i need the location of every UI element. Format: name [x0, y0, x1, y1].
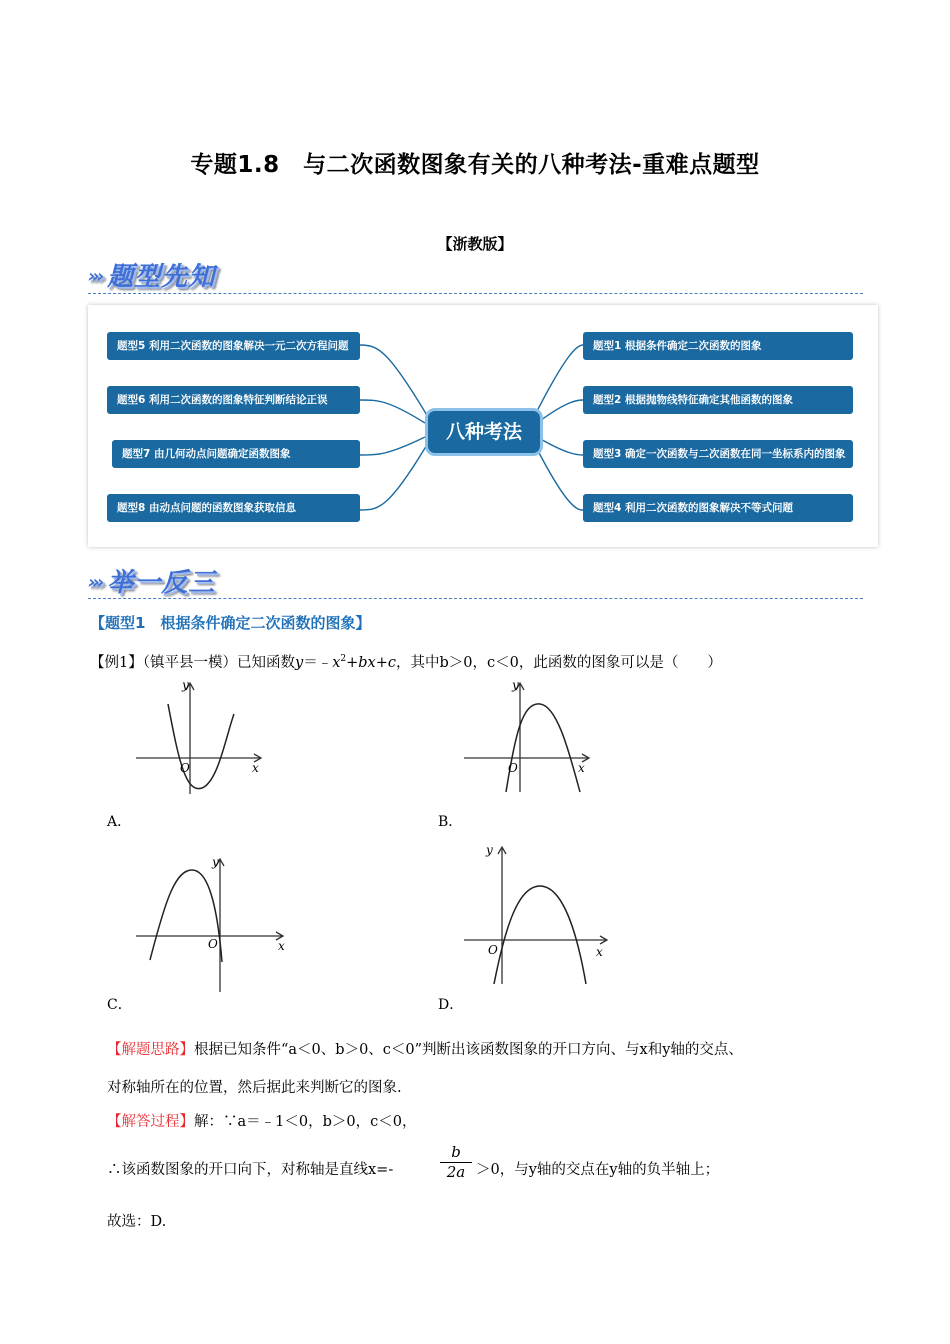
solution-line3	[107, 1158, 393, 1179]
mindmap-node-type8: 题型8 由动点问题的函数图象获取信息	[107, 494, 360, 522]
banner-practice	[88, 562, 215, 602]
idea-text-1: 根据已知条件“a＜0、b＞0、c＜0”判断出该函数图象的开口方向、与x和y轴的交点、	[194, 1042, 743, 1058]
y-axis-label: y	[512, 678, 519, 692]
solution-idea-line2: 对称轴所在的位置，然后据此来判断它的图象.	[107, 1080, 402, 1096]
mindmap-node-type1: 题型1 根据条件确定二次函数的图象	[583, 332, 853, 360]
mindmap-node-type7: 题型7 由几何动点问题确定函数图象	[112, 440, 360, 468]
option-d-label: D．	[438, 997, 464, 1013]
process-label: 【解答过程】	[107, 1114, 194, 1130]
divider	[88, 293, 863, 294]
banner-arrows-icon: ›››	[88, 572, 102, 593]
fraction-numerator: b	[451, 1143, 461, 1161]
formula-rest: +bx+c	[346, 655, 396, 671]
solution-answer: 故选：D.	[107, 1214, 167, 1230]
section-heading: 【题型1 根据条件确定二次函数的图象】	[90, 614, 371, 632]
idea-label: 【解题思路】	[107, 1042, 194, 1058]
origin-label: O	[208, 937, 218, 951]
option-b-label: B．	[438, 814, 463, 830]
mindmap-center: 八种考法	[425, 408, 543, 456]
x-axis-label: x	[278, 939, 285, 953]
solution-idea-line1	[107, 1038, 743, 1059]
x-axis-label: x	[252, 761, 259, 775]
origin-label: O	[488, 943, 498, 957]
fraction-denominator: 2a	[440, 1162, 472, 1181]
formula-x: x	[332, 655, 341, 671]
mindmap-node-type5: 题型5 利用二次函数的图象解决一元二次方程问题	[107, 332, 360, 360]
divider	[88, 598, 863, 599]
example-label: 【例1】	[90, 655, 143, 671]
line3-pre: ∴该函数图象的开口向下，对称轴是直线x=-	[107, 1162, 394, 1178]
process-text: 解：∵a＝﹣1＜0，b＞0，c＜0，	[194, 1114, 417, 1130]
banner-practice-text: 举一反三	[107, 568, 216, 598]
option-c-label: C．	[107, 997, 132, 1013]
mindmap-node-type2: 题型2 根据抛物线特征确定其他函数的图象	[583, 386, 853, 414]
graph-option-b	[460, 676, 600, 796]
formula-sup: 2	[340, 654, 347, 665]
mindmap-node-type6: 题型6 利用二次函数的图象特征判断结论正误	[107, 386, 360, 414]
x-axis-label: x	[578, 761, 585, 775]
mindmap-node-type4: 题型4 利用二次函数的图象解决不等式问题	[583, 494, 853, 522]
edition-label: 【浙教版】	[437, 235, 513, 253]
x-axis-label: x	[596, 945, 603, 959]
solution-line3-post: ＞0，与y轴的交点在y轴的负半轴上；	[476, 1162, 720, 1178]
mind-map	[88, 305, 878, 547]
formula-y: y	[294, 655, 304, 671]
banner-arrows-icon: ›››	[88, 266, 102, 287]
fraction-b-over-2a	[440, 1143, 472, 1181]
example-source: （镇平县一模）已知函数	[142, 655, 295, 671]
graph-option-c	[130, 852, 290, 994]
solution-process	[107, 1110, 416, 1131]
example-question	[90, 651, 722, 672]
mindmap-node-type3: 题型3 确定一次函数与二次函数在同一坐标系内的图象	[583, 440, 853, 468]
formula-eq: ＝﹣	[303, 655, 333, 671]
example-condition: ，其中b＞0，c＜0，此函数的图象可以是（ ）	[396, 655, 722, 671]
banner-preview-text: 题型先知	[107, 262, 216, 292]
y-axis-label: y	[486, 843, 493, 857]
y-axis-label: y	[182, 678, 189, 692]
banner-preview	[88, 256, 215, 296]
graph-option-a	[130, 676, 270, 796]
origin-label: O	[508, 761, 518, 775]
origin-label: O	[180, 761, 190, 775]
page-title: 专题1.8 与二次函数图象有关的八种考法-重难点题型	[190, 152, 760, 178]
graph-option-d	[460, 838, 620, 988]
y-axis-label: y	[212, 855, 219, 869]
option-a-label: A．	[107, 814, 132, 830]
